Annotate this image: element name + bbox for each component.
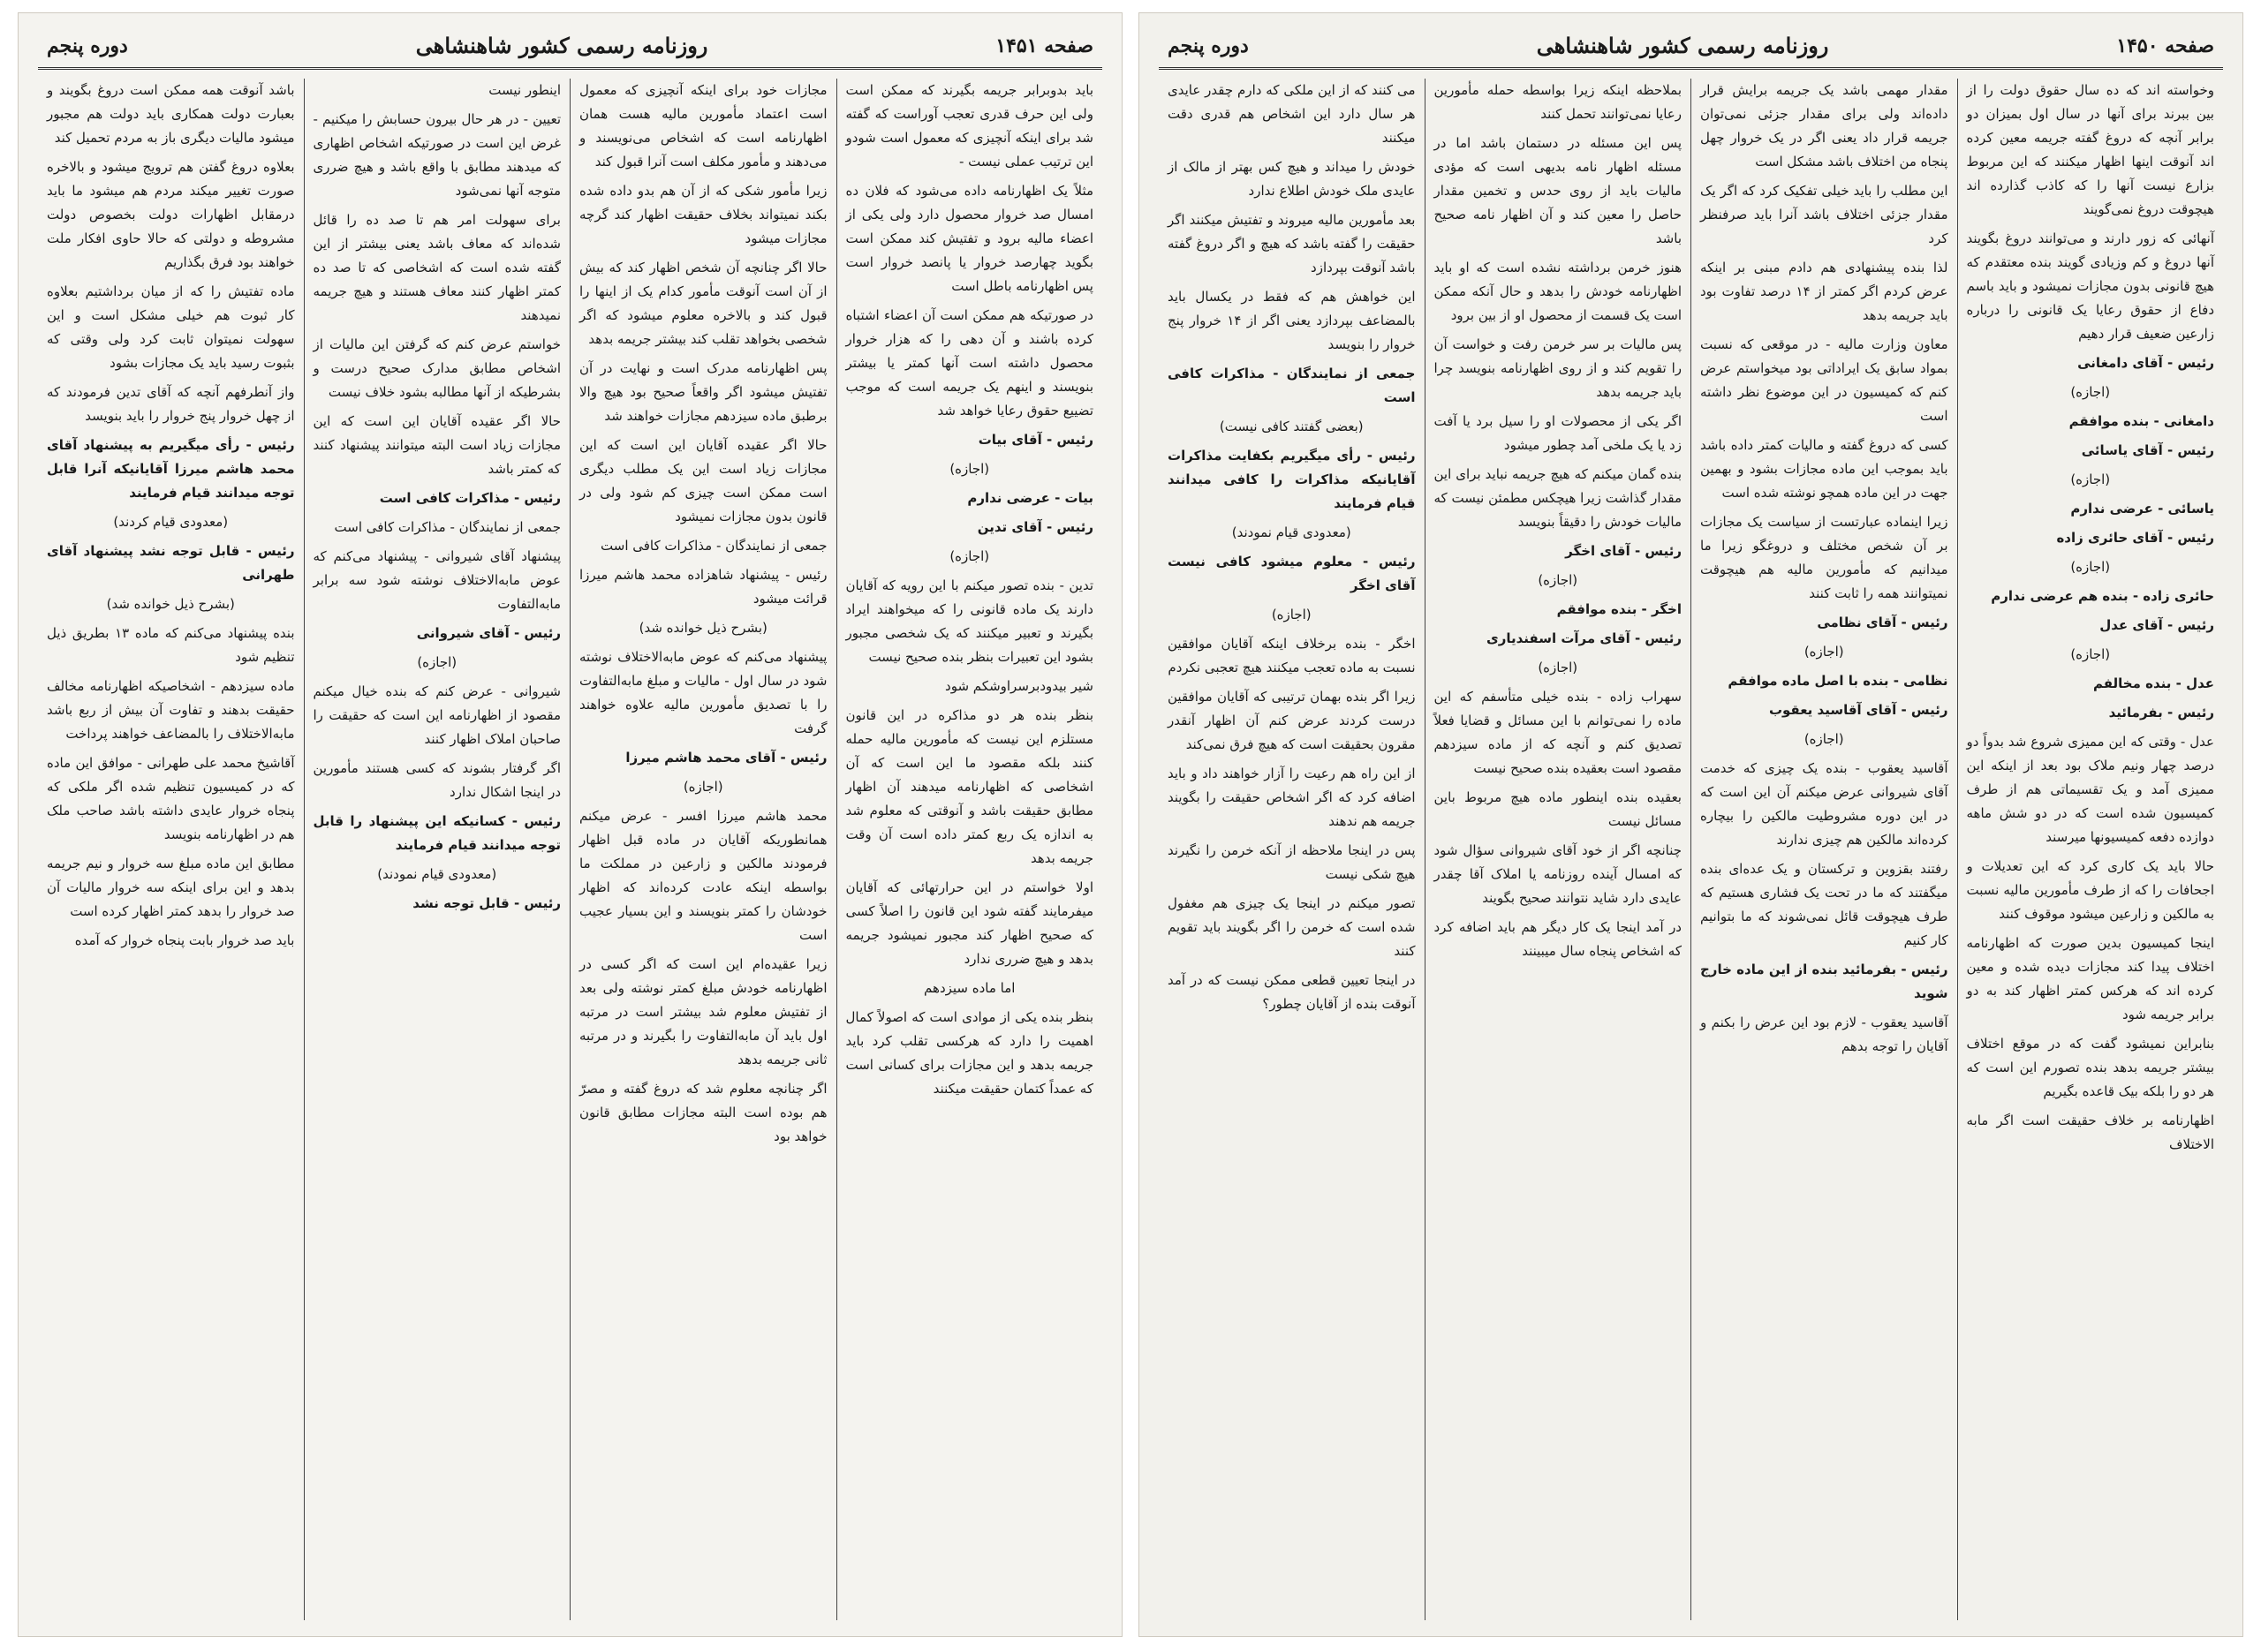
- speaker-line: رئیس - رأی میگیریم به پیشنهاد آقای محمد هاشم میرزا آقایانیکه آنرا قابل توجه میدانند قیام فرمایند: [47, 437, 295, 501]
- speaker-line: رئیس - آقای حائری زاده: [2056, 530, 2214, 546]
- left-edition-label: دوره پنجم: [47, 34, 128, 57]
- left-page: [18, 12, 1123, 1637]
- paragraph: اولا خواستم در این حرارتهائی که آقایان میفرمایند گفته شود این قانون را اصلاً کسی که صحیح اظهار کند مجبور نمیشود جریمه بدهد و هیچ ضرری ندارد: [845, 879, 1093, 967]
- speaker-line: رئیس - قابل توجه نشد: [412, 895, 561, 911]
- right-page-number: صفحه ۱۴۵۰: [2116, 34, 2214, 57]
- paragraph: رئیس - پیشنهاد شاهزاده محمد هاشم میرزا قرائت میشود: [579, 567, 828, 607]
- paragraph: پیشنهاد آقای شیروانی - پیشنهاد می‌کنم که عوض مابه‌الاختلاف نوشته شود سه برابر مابه‌التفاوت: [313, 548, 561, 612]
- text-column: [1159, 79, 1425, 1620]
- stage-direction: (اجازه): [2070, 384, 2111, 400]
- stage-direction: (اجازه): [2070, 559, 2111, 575]
- paragraph: اینجا کمیسیون بدین صورت که اظهارنامه اختلاف پیدا کند مجازات دیده شده و معین کرده اند که هرکس کمتر اظهار کند به دو برابر جریمه شود: [1966, 935, 2214, 1022]
- paragraph: خودش را میداند و هیچ کس بهتر از مالک از عایدی ملک خودش اطلاع ندارد: [1168, 159, 1416, 199]
- speaker-line: رئیس - آقای آقاسید یعقوب: [1768, 702, 1948, 718]
- speaker-line: رئیس - رأی میگیریم بکفایت مذاکرات آقایانیکه مذاکرات را کافی میدانند قیام فرمایند: [1168, 448, 1416, 511]
- text-column: [836, 79, 1103, 1620]
- speaker-line: رئیس - آقای یاسائی: [2081, 442, 2214, 458]
- speaker-line: بیات - عرضی ندارم: [967, 490, 1093, 506]
- paragraph: این مطلب را باید خیلی تفکیک کرد که اگر یک مقدار جزئی اختلاف باشد آنرا باید صرفنظر کرد: [1700, 183, 1948, 246]
- paragraph: اگر یکی از محصولات او را سیل برد یا آفت زد یا یک ملخی آمد چطور میشود: [1433, 413, 1682, 453]
- speaker-line: رئیس - معلوم میشود کافی نیست آقای اخگر: [1168, 554, 1416, 593]
- speaker-line: رئیس - بفرمائید: [2108, 705, 2214, 720]
- speaker-line: رئیس - آقای مرآت اسفندیاری: [1486, 630, 1682, 646]
- paragraph: اخگر - بنده برخلاف اینکه آقایان موافقین نسبت به ماده تعجب میکنند هیچ تعجبی نکردم: [1168, 636, 1416, 675]
- paragraph: زیرا عقیده‌ام این است که اگر کسی در اظهارنامه خودش مبلغ کمتر نوشته ولی بعد از تفتیش معلوم شد بیشتر است در مرتبه اول باید آن مابه‌التفاوت را بگیرند و در مرتبه ثانی جریمه بدهد: [579, 956, 828, 1067]
- stage-direction: (اجازه): [417, 654, 457, 670]
- paragraph: آقاسید یعقوب - بنده یک چیزی که خدمت آقای شیروانی عرض میکنم آن این است که در این دوره مشروطیت مالکین را بیچاره کرده‌اند مالکین هم چیزی ندارند: [1700, 760, 1948, 848]
- paragraph: هنوز خرمن برداشته نشده است که او باید اظهارنامه خودش را بدهد و حال آنکه ممکن است یک قسمت از محصول او از بین برود: [1433, 260, 1682, 323]
- speaker-line: یاسائی - عرضی ندارم: [2070, 501, 2214, 517]
- paragraph: لذا بنده پیشنهادی هم دادم مبنی بر اینکه عرض کردم اگر کمتر از ۱۴ درصد تفاوت بود باید جریمه بدهد: [1700, 260, 1948, 323]
- paragraph: پس این مسئله در دستمان باشد اما در مسئله اظهار نامه بدیهی است که مؤدی مالیات باید از روی حدس و تخمین مقدار حاصل را معین کند و آن اظهار نامه صحیح باشد: [1433, 135, 1682, 246]
- speaker-line: دامغانی - بنده موافقم: [2068, 413, 2214, 429]
- paragraph: مقدار مهمی باشد یک جریمه برایش قرار داده‌اند ولی برای مقدار جزئی نمی‌توان جریمه قرار داد یعنی اگر در یک خروار چهل پنجاه من اختلاف باشد مشکل است: [1700, 82, 1948, 170]
- speaker-line: رئیس - آقای محمد هاشم میرزا: [625, 750, 828, 766]
- paragraph: پیشنهاد می‌کنم که عوض مابه‌الاختلاف نوشته شود در سال اول - مالیات و مبلغ مابه‌التفاوت را با تصدیق مأمورین مالیه علاوه خواهند گرفت: [579, 649, 828, 736]
- paragraph: بعلاوه دروغ گفتن هم ترویج میشود و بالاخره صورت تغییر میکند مردم هم میشود ما باید درمقابل اظهارات دولت بخصوص دولت مشروطه و دولتی که حالا حاوی افکار ملت خواهند بود فرق بگذاریم: [47, 159, 295, 270]
- text-column: [1690, 79, 1957, 1620]
- text-column: [570, 79, 836, 1620]
- right-edition-label: دوره پنجم: [1168, 34, 1249, 57]
- paragraph: در اینجا تعیین قطعی ممکن نیست که در آمد آنوقت بنده از آقایان چطور؟: [1168, 972, 1416, 1012]
- speaker-line: رئیس - آقای شیروانی: [416, 625, 561, 641]
- stage-direction: اما ماده سیزدهم: [924, 980, 1016, 996]
- paragraph: معاون وزارت مالیه - در موقعی که نسبت بمواد سابق یک ایراداتی بود میخواستم عرض کنم که کمیسیون در این موضوع نظر داشته است: [1700, 336, 1948, 424]
- paragraph: برای سهولت امر هم تا صد ده را قائل شده‌اند که معاف باشد یعنی بیشتر از این گفته شده است که اشخاصی که تا صد ده کمتر اظهار کنند معاف هستند و هیچ جریمه نمیدهند: [313, 212, 561, 323]
- paragraph: ماده تفتیش را که از میان برداشتیم بعلاوه کار ثبوت هم خیلی مشکل است و این سهولت نمیتوان ثابت کرد ولی وقتی که بثبوت رسید باید یک مجازات بشود: [47, 283, 295, 371]
- paragraph: خواستم عرض کنم که گرفتن این مالیات از اشخاص مطابق مدارک صحیح درست و بشرطیکه از آنها مطالبه بشود خلاف نیست: [313, 336, 561, 400]
- paragraph: بعد مأمورین مالیه میروند و تفتیش میکنند اگر حقیقت را گفته باشد که هیچ و اگر دروغ گفته باشد آنوقت بپردازد: [1168, 212, 1416, 275]
- paragraph: باید بدوبرابر جریمه بگیرند که ممکن است ولی این حرف قدری تعجب آوراست که گفته شد برای اینکه آنچیزی که معمول است شودو این ترتیب عملی نیست -: [845, 82, 1093, 170]
- paragraph: پس در اینجا ملاحظه از آنکه خرمن را نگیرند هیچ شکی نیست: [1168, 842, 1416, 882]
- stage-direction: (اجازه): [1804, 731, 1844, 747]
- paragraph: بنابراین نمیشود گفت که در موقع اختلاف بیشتر جریمه بدهد بنده تصورم این است که هر دو را بلکه بیک قاعده بگیریم: [1966, 1036, 2214, 1099]
- speaker-line: جمعی از نمایندگان - مذاکرات کافی است: [1168, 366, 1416, 405]
- paragraph: باشد آنوقت همه ممکن است دروغ بگویند و بعبارت دولت همکاری باید دولت هم مجبور میشود مالیات دیگری باز به مردم تحمیل کند: [47, 82, 295, 146]
- speaker-line: رئیس - آقای دامغانی: [2077, 355, 2214, 371]
- stage-direction: (اجازه): [1538, 572, 1578, 588]
- paragraph: آقاشیخ محمد علی طهرانی - موافق این ماده که در کمیسیون تنظیم شده اگر ملکی که پنجاه خروار عایدی داشته باشد صاحب ملک هم در اظهارنامه بنویسد: [47, 755, 295, 842]
- paragraph: زیرا اینماده عبارتست از سیاست یک مجازات بر آن شخص مختلف و دروغگو زیرا ما میدانیم که مأمورین مالیه هم هیچوقت نمیتوانند همه را ثابت کنند: [1700, 514, 1948, 601]
- paragraph: این خواهش هم که فقط در یکسال باید بالمضاعف بپردازد یعنی اگر از ۱۴ خروار پنج خروار را بنویسد: [1168, 289, 1416, 352]
- paragraph: تدین - بنده تصور میکنم با این رویه که آقایان دارند یک ماده قانونی را که میخواهند ایراد بگیرند و تعبیر میکنند که یک شخصی مجبور بشود این تعبیرات بنظر بنده صحیح نیست: [845, 577, 1093, 665]
- stage-direction: (اجازه): [1538, 660, 1578, 675]
- speaker-line: رئیس - آقای تدین: [977, 519, 1093, 535]
- stage-direction: (اجازه): [2070, 471, 2111, 487]
- right-page-header: [1159, 29, 2223, 70]
- paragraph: اینطور نیست: [488, 82, 561, 98]
- stage-direction: (معدودی قیام نمودند): [1231, 524, 1351, 540]
- newspaper-spread: [18, 12, 2243, 1637]
- stage-direction: (بشرح ذیل خوانده شد): [639, 620, 768, 636]
- paragraph: در صورتیکه هم ممکن است آن اعضاء اشتباه کرده باشند و آن دهی را که هزار خروار محصول داشته است آنها کمتر یا بیشتر بنویسند و اینهم یک جریمه است که موجب تضییع حقوق رعایا خواهد شد: [845, 307, 1093, 419]
- paragraph: می کنند که از این ملکی که دارم چقدر عایدی هر سال دارد این اشخاص هم قدری دقت میکنند: [1168, 82, 1416, 146]
- paragraph: سهراب زاده - بنده خیلی متأسفم که این ماده را نمی‌توانم با این مسائل و قضایا فعلاً تصدیق کنم و آنچه که از ماده سیزدهم مقصود است بعقیده بنده صحیح نیست: [1433, 689, 1682, 776]
- speaker-line: رئیس - آقای اخگر: [1565, 543, 1682, 559]
- paragraph: پس مالیات بر سر خرمن رفت و خواست آن را تقویم کند و از روی اظهارنامه بنویسد چرا باید جریمه بدهد: [1433, 336, 1682, 400]
- stage-direction: (بعضی گفتند کافی نیست): [1219, 419, 1364, 434]
- speaker-line: نظامی - بنده با اصل ماده موافقم: [1728, 673, 1948, 689]
- paragraph: وخواسته اند که ده سال حقوق دولت را از بین ببرند برای آنها در سال اول بمیزان دو برابر آنچه که دروغ گفته جریمه معین کرده اند آنوقت اینها اظهار میکنند که این مربوط بزارع نیست آنها را که کاذب گذارده اند هیچوقت دروغ نمی‌گویند: [1966, 82, 2214, 217]
- stage-direction: (اجازه): [683, 779, 723, 795]
- paragraph: تعیین - در هر حال بیرون حسابش را میکنیم - غرض این است در صورتیکه اشخاص اظهاری که میدهند مطابق با واقع باشد و هیچ ضرری متوجه آنها نمی‌شود: [313, 111, 561, 199]
- paragraph: ماده سیزدهم - اشخاصیکه اظهارنامه مخالف حقیقت بدهند و تفاوت آن بیش از ربع باشد مابه‌الاختلاف را بالمضاعف خواهند پرداخت: [47, 678, 295, 742]
- left-newspaper-title: روزنامه رسمی کشور شاهنشاهی: [415, 33, 708, 58]
- stage-direction: (اجازه): [949, 548, 990, 564]
- paragraph: حالا اگر چنانچه آن شخص اظهار کند که بیش از آن است آنوقت مأمور کدام یک از اینها را قبول کند و بالاخره معلوم میشود که اگر شخصی بخواهد تقلب کند بیشتر جریمه بدهد: [579, 260, 828, 347]
- paragraph: واز آنطرفهم آنچه که آقای تدین فرمودند که از چهل خروار پنج خروار را باید بنویسد: [47, 384, 295, 424]
- paragraph: چنانچه اگر از خود آقای شیروانی سؤال شود که امسال آینده روزنامه یا املاک آقا چقدر عایدی دارد شاید نتوانند صحیح بگویند: [1433, 842, 1682, 906]
- speaker-line: حائری زاده - بنده هم عرضی ندارم: [1991, 588, 2214, 604]
- paragraph: از این راه هم رعیت را آزار خواهند داد و باید اضافه کرد که اگر اشخاص حقیقت را بگویند جریمه هم ندهند: [1168, 766, 1416, 829]
- paragraph: زیرا اگر بنده بهمان ترتیبی که آقایان موافقین درست کردند عرض کنم آن اظهار آنقدر مقرون بحقیقت است که هیچ فرق نمی‌کند: [1168, 689, 1416, 752]
- stage-direction: (اجازه): [949, 461, 990, 477]
- text-column: [1425, 79, 1691, 1620]
- text-column: [38, 79, 304, 1620]
- paragraph: بملاحظه اینکه زیرا بواسطه حمله مأمورین رعایا نمی‌توانند تحمل کنند: [1433, 82, 1682, 122]
- paragraph: کسی که دروغ گفته و مالیات کمتر داده باشد باید بموجب این ماده مجازات بشود و بهمین جهت در این ماده همچو نوشته شده است: [1700, 437, 1948, 501]
- paragraph: اگر چنانچه معلوم شد که دروغ گفته و مصرّ هم بوده است البته مجازات مطابق قانون خواهد بود: [579, 1081, 828, 1144]
- paragraph: آقاسید یعقوب - لازم بود این عرض را بکنم و آقایان را توجه بدهم: [1700, 1015, 1948, 1054]
- paragraph: باید صد خروار بابت پنجاه خروار که آمده: [74, 932, 295, 948]
- paragraph: حالا باید یک کاری کرد که این تعدیلات و اجحافات را که از طرف مأمورین مالیه نسبت به مالکین و زارعین میشود موقوف کنند: [1966, 858, 2214, 922]
- stage-direction: (بشرح ذیل خوانده شد): [106, 596, 235, 612]
- speaker-line: رئیس - آقای بیات: [978, 432, 1093, 448]
- speaker-line: رئیس - مذاکرات کافی است: [379, 490, 561, 506]
- stage-direction: (معدودی قیام نمودند): [377, 866, 497, 882]
- speaker-line: اخگر - بنده موافقم: [1556, 601, 1682, 617]
- paragraph: مجازات خود برای اینکه آنچیزی که معمول است اعتماد مأمورین مالیه هست همان اظهارنامه است که اشخاص می‌نویسند و می‌دهند و مأمور مکلف است آنرا قبول کند: [579, 82, 828, 170]
- paragraph: پس اظهارنامه مدرک است و نهایت در آن تفتیش میشود اگر واقعاً صحیح بود هیچ والا برطبق ماده سیزدهم مجازات خواهند شد: [579, 360, 828, 424]
- paragraph: بعقیده بنده اینطور ماده هیچ مربوط باین مسائل نیست: [1433, 789, 1682, 829]
- left-page-columns: [38, 79, 1102, 1620]
- paragraph: در آمد اینجا یک کار دیگر هم باید اضافه کرد که اشخاص پنجاه سال میبینند: [1433, 919, 1682, 959]
- paragraph: تصور میکنم در اینجا یک چیزی هم مغفول شده است که خرمن را اگر بگویند باید تقویم کنند: [1168, 895, 1416, 959]
- stage-direction: (اجازه): [2070, 646, 2111, 662]
- paragraph: اگر گرفتار بشوند که کسی هستند مأمورین در اینجا اشکال ندارد: [313, 760, 561, 800]
- paragraph: شیروانی - عرض کنم که بنده خیال میکنم مقصود از اظهارنامه این است که حقیقت را صاحبان املاک اظهار کنند: [313, 683, 561, 747]
- paragraph: حالا اگر عقیده آقایان این است که این مجازات زیاد است این یک مطلب دیگری است ممکن است چیزی کم شود ولی در قانون بدون مجازات نمیشود: [579, 437, 828, 524]
- right-page: [1138, 12, 2243, 1637]
- stage-direction: (اجازه): [1804, 644, 1844, 660]
- speaker-line: عدل - بنده مخالفم: [2092, 675, 2214, 691]
- stage-direction: (اجازه): [1271, 607, 1312, 622]
- right-page-columns: [1159, 79, 2223, 1620]
- paragraph: بنده پیشنهاد می‌کنم که ماده ۱۳ بطریق ذیل تنظیم شود: [47, 625, 295, 665]
- stage-direction: (معدودی قیام کردند): [113, 514, 229, 530]
- paragraph: جمعی از نمایندگان - مذاکرات کافی است: [334, 519, 561, 535]
- speaker-line: رئیس - آقای نظامی: [1817, 615, 1948, 630]
- paragraph: بنده گمان میکنم که هیچ جریمه نباید برای این مقدار گذاشت زیرا هیچکس مطمئن نیست که مالیات خودش را دقیقاً بنویسد: [1433, 466, 1682, 530]
- speaker-line: رئیس - قابل توجه نشد پیشنهاد آقای طهرانی: [47, 543, 295, 583]
- speaker-line: رئیس - آقای عدل: [2099, 617, 2214, 633]
- speaker-line: رئیس - بفرمائید بنده از این ماده خارج شوید: [1700, 962, 1948, 1001]
- paragraph: محمد هاشم میرزا افسر - عرض میکنم همانطوریکه آقایان در ماده قبل اظهار فرمودند مالکین و زارعین در مملکت ما بواسطه اینکه عادت کرده‌اند که اظهار خودشان را کمتر بنویسند و این بسیار عجیب است: [579, 808, 828, 943]
- paragraph: آنهائی که زور دارند و می‌توانند دروغ بگویند آنها دروغ و کم وزیادی گویند بنده معتقدم که هیچ قانونی بدون مجازات نمیشود و باید باسم دفاع از حقوق رعایا یک قانونی را درباره زارعین ضعیف قرار دهیم: [1966, 230, 2214, 342]
- paragraph: زیرا مأمور شکی که از آن هم بدو داده شده بکند نمیتواند بخلاف حقیقت اظهار کند گرچه مجازات ميشود: [579, 183, 828, 246]
- left-page-header: [38, 29, 1102, 70]
- paragraph: جمعی از نمایندگان - مذاکرات کافی است: [601, 538, 828, 554]
- text-column: [1957, 79, 2224, 1620]
- speaker-line: رئیس - کسانیکه این پیشنهاد را قابل توجه میدانند قیام فرمایند: [313, 813, 561, 853]
- paragraph: حالا اگر عقیده آقایان این است که این مجازات زیاد است البته میتوانند پیشنهاد کنند که کمتر باشد: [313, 413, 561, 477]
- left-page-number: صفحه ۱۴۵۱: [995, 34, 1093, 57]
- paragraph: رفتند بقزوین و ترکستان و یک عده‌ای بنده میگفتند که ما در تحت یک فشاری هستیم که طرف هیچوقت قائل نمی‌شوند که ما بتوانیم کار کنیم: [1700, 861, 1948, 948]
- paragraph: بنظر بنده هر دو مذاکره در این قانون مستلزم این نیست که مأمورین مالیه حمله کنند بلکه مقصود ما این است که آن اشخاصی که اظهارنامه میدهند آن اظهار مطابق حقیقت باشد و آنوقتی که معلوم شد به اندازه یک ربع کمتر داده است آن وقت جریمه بدهد: [845, 707, 1093, 866]
- right-newspaper-title: روزنامه رسمی کشور شاهنشاهی: [1536, 33, 1829, 58]
- paragraph: مطابق این ماده مبلغ سه خروار و نیم جریمه بدهد و این برای اینکه سه خروار مالیات آن صد خروار را بدهد کمتر اظهار کرده است: [47, 856, 295, 919]
- paragraph: عدل - وقتی که این ممیزی شروع شد بدواً دو درصد چهار ونیم ملاک بود بعد از اینکه این ممیزی آمد و یک تقسیماتی هم از طرف کمیسیون شده است که در دو شش ماهه دوازده دفعه کمیسیونها میرسند: [1966, 734, 2214, 845]
- paragraph: اظهارنامه بر خلاف حقیقت است اگر مابه الاختلاف: [1966, 1113, 2214, 1152]
- paragraph: شیر بیدودبرسراوشکم شود: [945, 678, 1093, 694]
- text-column: [304, 79, 571, 1620]
- paragraph: مثلاً یک اظهارنامه داده می‌شود که فلان ده امسال صد خروار محصول دارد ولی یکی از اعضاء مالیه برود و تفتیش کند ممکن است بگوید چهارصد خروار یا پانصد خروار است پس اظهارنامه باطل است: [845, 183, 1093, 294]
- paragraph: بنظر بنده یکی از موادی است که اصولاً کمال اهمیت را دارد که هرکسی تقلب کرد باید جریمه بدهد و این مجازات برای کسانی است که عمداً کتمان حقیقت میکنند: [845, 1009, 1093, 1097]
